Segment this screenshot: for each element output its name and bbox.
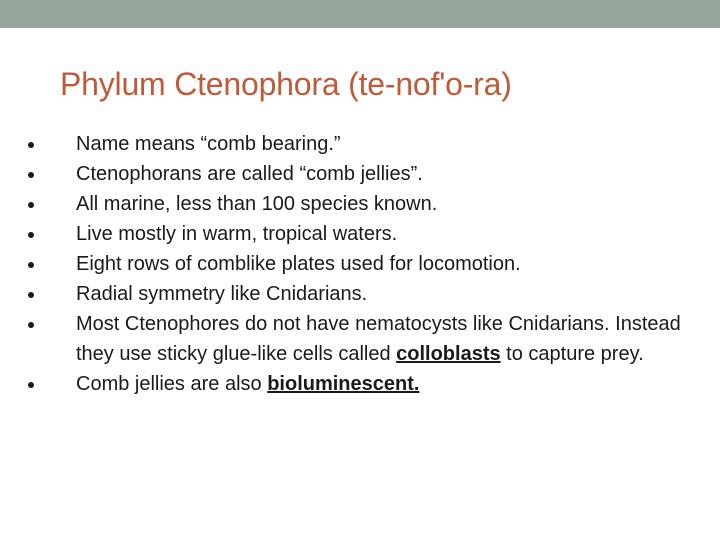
bullet-item [28, 159, 688, 189]
term-bioluminescent: bioluminescent. [267, 373, 420, 395]
bullet-text: Most Ctenophores do not have nematocysts like Cnidarians. Instead they use sticky glue-like cells called [76, 313, 681, 365]
bullet-dot-icon [28, 292, 34, 298]
bullet-item [28, 219, 688, 249]
bullet-item [28, 129, 688, 159]
bullet-text: Radial symmetry like Cnidarians. [76, 283, 368, 305]
bullet-text: to capture prey. [500, 343, 644, 365]
bullet-text: Eight rows of comblike plates used for locomotion. [76, 253, 521, 275]
bullet-dot-icon [28, 142, 34, 148]
bullet-dot-icon [28, 202, 34, 208]
term-colloblasts: colloblasts [396, 343, 501, 365]
bullet-item [28, 189, 688, 219]
slide-title: Phylum Ctenophora (te-nof'o-ra) [60, 66, 512, 102]
bullet-text: Comb jellies are also [76, 373, 268, 395]
bullet-item [28, 279, 688, 309]
bullet-dot-icon [28, 172, 34, 178]
bullet-dot-icon [28, 382, 34, 388]
bullet-dot-icon [28, 322, 34, 328]
bullet-text: Name means “comb bearing.” [76, 133, 341, 155]
bullet-list [28, 129, 688, 399]
bullet-text: All marine, less than 100 species known. [76, 193, 438, 215]
bullet-text: Live mostly in warm, tropical waters. [76, 223, 398, 245]
top-band [0, 0, 720, 28]
bullet-dot-icon [28, 232, 34, 238]
bullet-text: Ctenophorans are called “comb jellies”. [76, 163, 423, 185]
bullet-item [28, 369, 688, 399]
bullet-item [28, 249, 688, 279]
bullet-item [28, 309, 688, 369]
bullet-dot-icon [28, 262, 34, 268]
